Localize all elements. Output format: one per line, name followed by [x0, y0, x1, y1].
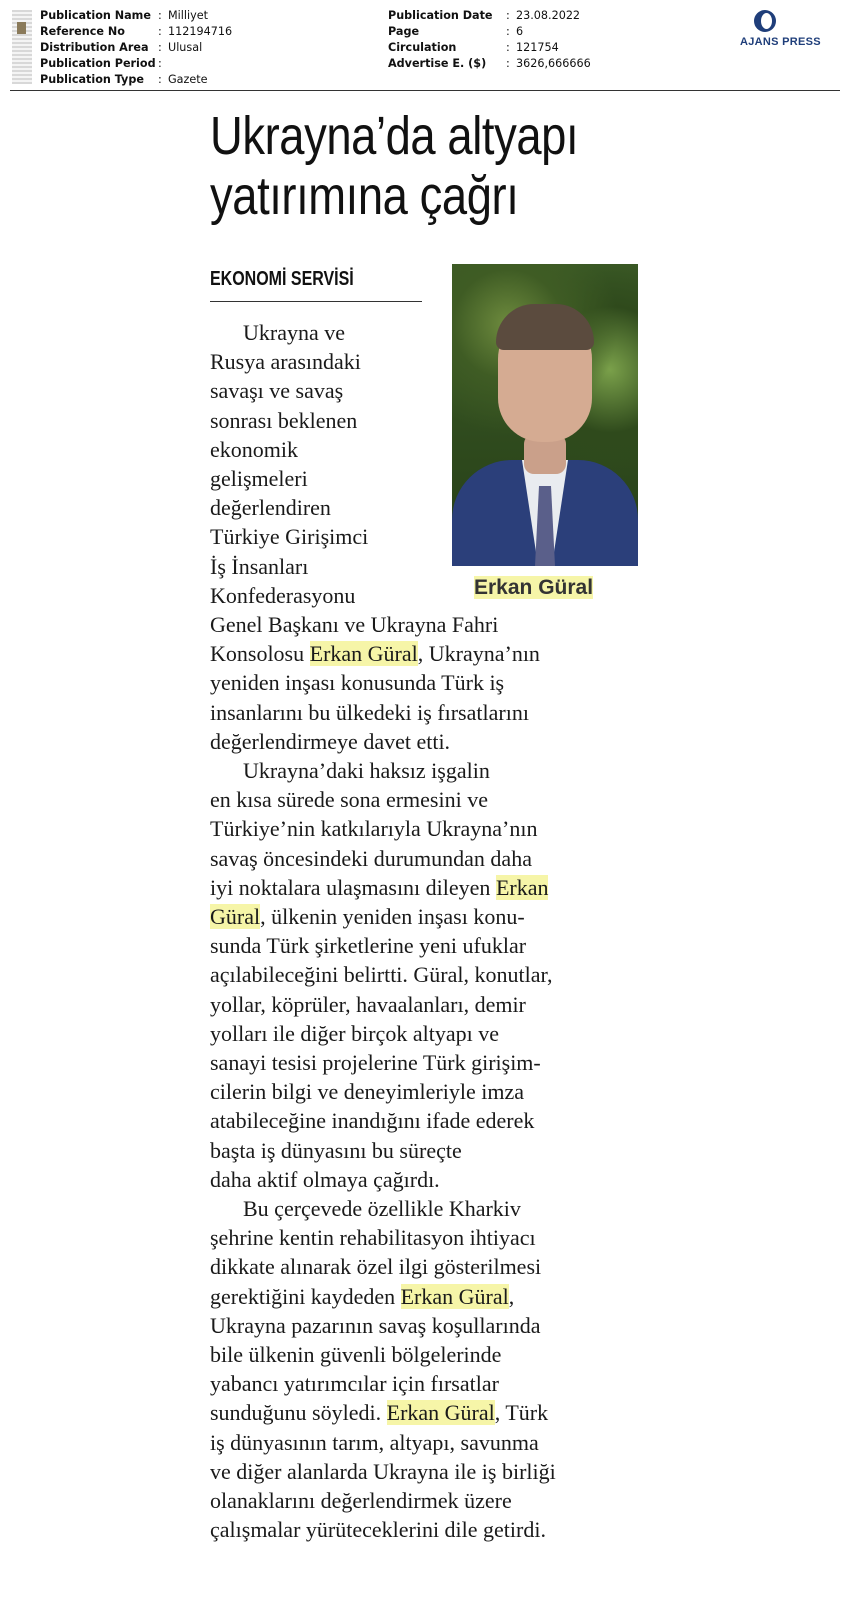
body-line: Bu çerçevede özellikle Kharkiv: [210, 1196, 521, 1222]
metadata-value: 121754: [516, 41, 559, 54]
metadata-row: [388, 8, 591, 24]
highlighted-name: Erkan Güral: [386, 1400, 495, 1426]
metadata-label: Page: [388, 25, 420, 38]
logo-icon: [754, 10, 776, 32]
body-line: değerlendirmeye davet etti.: [210, 728, 451, 754]
highlighted-name: Erkan Güral: [309, 641, 418, 667]
metadata-value: Gazete: [168, 73, 208, 86]
body-line: ekonomik: [210, 436, 298, 462]
metadata-label: Distribution Area: [40, 41, 149, 54]
body-line: Genel Başkanı ve Ukrayna Fahri: [210, 612, 499, 637]
metadata-separator: :: [506, 25, 510, 38]
portrait-photo: [452, 264, 638, 566]
body-line: cilerin bilgi ve deneyimleriyle imza: [210, 1079, 524, 1105]
body-line: sonrası beklenen: [210, 407, 358, 433]
article-body-wide: [210, 610, 556, 1545]
metadata-row: [388, 40, 591, 56]
body-line: savaşı ve savaş: [210, 378, 344, 404]
body-line: iyi noktalara ulaşmasını dileyen Erkan: [210, 874, 549, 900]
metadata-row: [40, 8, 232, 24]
body-line: Ukrayna’daki haksız işgalin: [210, 758, 490, 784]
highlighted-name: Güral: [210, 904, 261, 930]
metadata-row: [40, 40, 232, 56]
body-line: ve diğer alanlarda Ukrayna ile iş birliği: [210, 1458, 556, 1484]
metadata-label: Advertise E. ($): [388, 57, 487, 70]
body-line: Türkiye Girişimci: [210, 524, 369, 550]
body-line: İş İnsanları: [210, 553, 309, 579]
metadata-label: Publication Type: [40, 73, 144, 86]
highlighted-name: Erkan: [495, 874, 549, 900]
body-line: gelişmeleri: [210, 466, 308, 492]
publication-header: [10, 6, 840, 91]
body-line: çalışmalar yürüteceklerini dile getirdi.: [210, 1517, 546, 1543]
photo-caption: Erkan Güral: [474, 576, 594, 599]
body-line: sunduğunu söyledi. Erkan Güral, Türk: [210, 1400, 549, 1426]
metadata-value: 23.08.2022: [516, 9, 581, 22]
body-line: atabileceğine inandığını ifade ederek: [210, 1108, 535, 1134]
metadata-row: [40, 72, 232, 88]
metadata-value: 6: [516, 25, 524, 38]
body-line: başta iş dünyasını bu süreçte: [210, 1137, 462, 1163]
body-line: savaş öncesindeki durumundan daha: [210, 845, 532, 871]
body-line: iş dünyasının tarım, altyapı, savunma: [210, 1429, 539, 1455]
headline-line: yatırımına çağrı: [210, 166, 519, 226]
body-line: sunda Türk şirketlerine yeni ufuklar: [210, 933, 527, 959]
body-line: daha aktif olmaya çağırdı.: [210, 1166, 440, 1192]
metadata-separator: :: [506, 57, 510, 70]
metadata-value: 3626,666666: [516, 57, 591, 70]
metadata-separator: :: [158, 41, 162, 54]
metadata-separator: :: [506, 41, 510, 54]
article-body-narrow: [210, 318, 368, 610]
metadata-left: [40, 8, 232, 88]
body-line: gerektiğini kaydeden Erkan Güral,: [210, 1283, 515, 1309]
body-line: insanlarını bu ülkedeki iş fırsatlarını: [210, 699, 529, 725]
body-line: yolları ile diğer birçok altyapı ve: [210, 1020, 499, 1046]
body-line: şehrine kentin rehabilitasyon ihtiyacı: [210, 1225, 536, 1251]
metadata-value: Milliyet: [168, 9, 208, 22]
highlighted-name: Erkan Güral: [400, 1283, 509, 1309]
body-line: Ukrayna pazarının savaş koşullarında: [210, 1312, 541, 1338]
metadata-separator: :: [158, 25, 162, 38]
body-line: olanaklarını değerlendirmek üzere: [210, 1488, 512, 1514]
body-line: en kısa sürede sona ermesini ve: [210, 787, 488, 813]
body-line: sanayi tesisi projelerine Türk girişim-: [210, 1050, 541, 1076]
page-thumbnail: [12, 10, 32, 84]
metadata-right: [388, 8, 591, 72]
body-line: Güral, ülkenin yeniden inşası konu-: [210, 904, 525, 930]
headline-line: Ukrayna’da altyapı: [210, 106, 579, 166]
metadata-label: Reference No: [40, 25, 125, 38]
byline-divider: [210, 301, 422, 302]
metadata-label: Publication Name: [40, 9, 151, 22]
body-line: yabancı yatırımcılar için fırsatlar: [210, 1371, 499, 1397]
ajans-press-logo: [740, 10, 840, 54]
metadata-separator: :: [158, 9, 162, 22]
metadata-row: [388, 56, 591, 72]
body-line: açılabileceğini belirtti. Güral, konutlar,: [210, 962, 553, 988]
body-line: bile ülkenin güvenli bölgelerinde: [210, 1342, 502, 1368]
metadata-row: [40, 24, 232, 40]
byline: EKONOMİ SERVİSİ: [210, 268, 354, 290]
logo-text: AJANS PRESS: [740, 36, 821, 48]
body-line: Rusya arasındaki: [210, 349, 361, 375]
body-line: Konsolosu Erkan Güral, Ukrayna’nın: [210, 641, 540, 667]
article-headline: [210, 106, 580, 226]
metadata-row: [40, 56, 232, 72]
body-line: yollar, köprüler, havaalanları, demir: [210, 991, 526, 1017]
metadata-value: Ulusal: [168, 41, 203, 54]
metadata-label: Circulation: [388, 41, 457, 54]
metadata-value: 112194716: [168, 25, 233, 38]
metadata-separator: :: [158, 57, 162, 70]
body-line: yeniden inşası konusunda Türk iş: [210, 670, 505, 696]
body-line: dikkate alınarak özel ilgi gösterilmesi: [210, 1254, 542, 1280]
body-line: Ukrayna ve: [210, 320, 346, 345]
body-line: Türkiye’nin katkılarıyla Ukrayna’nın: [210, 816, 538, 842]
body-line: Konfederasyonu: [210, 582, 356, 608]
metadata-separator: :: [506, 9, 510, 22]
body-line: değerlendiren: [210, 495, 331, 521]
metadata-label: Publication Date: [388, 9, 493, 22]
metadata-separator: :: [158, 73, 162, 86]
metadata-label: Publication Period: [40, 57, 156, 70]
metadata-row: [388, 24, 591, 40]
